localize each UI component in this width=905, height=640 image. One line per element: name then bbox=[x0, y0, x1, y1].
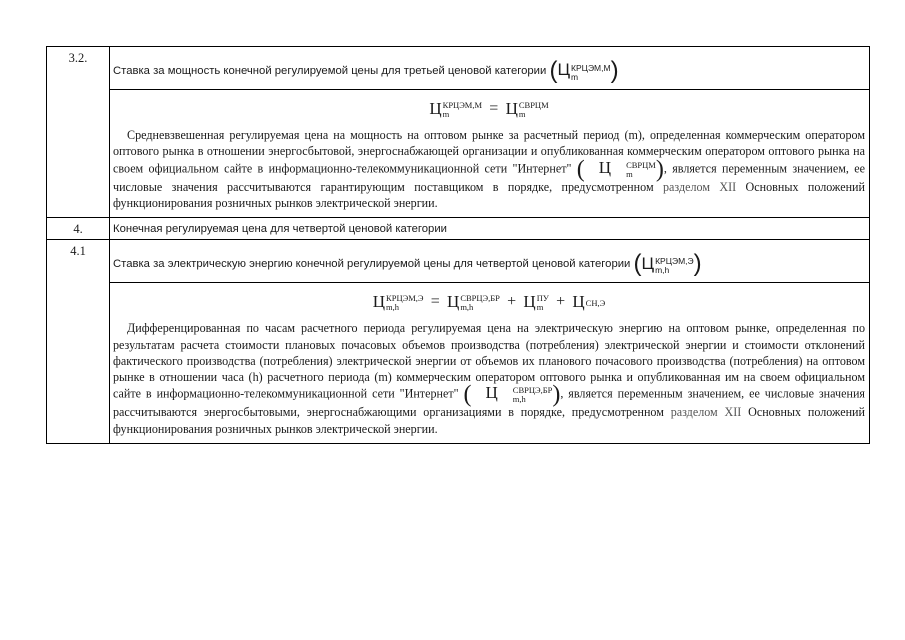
table-row-3-2 bbox=[47, 47, 870, 218]
table-row-4 bbox=[47, 218, 870, 240]
row-label: Ставка за электрическую энергию конечной регулируемой цены для четвертой ценовой категории (Ц КРЦЭМ,Э m,h ) bbox=[110, 240, 869, 283]
row-label: Ставка за мощность конечной регулируемой цены для третьей ценовой категории (Ц КРЦЭМ,М m ) bbox=[110, 47, 869, 90]
row-label-text: Ставка за электрическую энергию конечной регулируемой цены для четвертой ценовой категории bbox=[113, 258, 631, 271]
row-content bbox=[110, 240, 870, 444]
row-content bbox=[110, 218, 870, 240]
description-paragraph: Дифференцированная по часам расчетного периода регулируемая цена на электрическую энергию на оптовом рынке, определенная по результатам расчета стоимости плановых почасовых объемов производства (потребления) электрической энергии и стоимости отклонений фактического производства (потребления) электрической энергии от объемов их планового почасового производства (потребления) на оптовом рынке в отношении часа (h) расчетного периода (m) коммерческим оператором оптового рынка и опубликованная им на своем официальном сайте в информационно-телекоммуникационной сети "Интернет" ( Ц СВРЦЭ,БР m,h ), является переменным значением, ее числовые значения рассчитываются энергосбытовыми, энергоснабжающими организациями в порядке, предусмотренном разделом XII Основных положений функционирования розничных рынков электрической энергии. bbox=[113, 321, 866, 436]
row-number: 4. bbox=[47, 218, 110, 240]
symbol-formula: Ц КРЦЭМ,М m bbox=[557, 60, 611, 82]
symbol-formula: Ц КРЦЭМ,Э m,h bbox=[641, 253, 694, 275]
tariff-document bbox=[46, 46, 870, 444]
row-body bbox=[110, 283, 869, 443]
formula: Ц КРЦЭМ,Э m,h = Ц СВРЦЭ,БР m,h + Ц ПУ m + Ц СН,Э bbox=[372, 292, 606, 313]
section-link[interactable]: разделом XII bbox=[662, 179, 737, 194]
row-label bbox=[110, 218, 869, 239]
formula: Ц КРЦЭМ,М m = Ц СВРЦМ m bbox=[429, 99, 549, 120]
row-label-text: Конечная регулируемая цена для четвертой ценовой категории bbox=[113, 223, 447, 236]
row-label-text: Ставка за мощность конечной регулируемой цены для третьей ценовой категории bbox=[113, 64, 547, 77]
section-link[interactable]: разделом XII bbox=[670, 405, 742, 420]
row-number: 4.1 bbox=[47, 240, 110, 444]
row-content bbox=[110, 47, 870, 218]
row-body bbox=[110, 90, 869, 217]
row-number: 3.2. bbox=[47, 47, 110, 218]
tariff-table bbox=[46, 46, 870, 444]
description-paragraph: Средневзвешенная регулируемая цена на мощность на оптовом рынке за расчетный период (m), определенная коммерческим оператором оптового рынка в отношении энергосбытовой, энергоснабжающей организации и опубликованная коммерческим оператором оптового рынка на своем официальном сайте в информационно-телекоммуникационной сети "Интернет" ( Ц СВРЦМ m ), является переменным значением, ее числовые значения рассчитываются гарантирующим поставщиком в порядке, предусмотренном разделом XII Основных положений функционирования розничных рынков электрической энергии. bbox=[113, 128, 866, 210]
table-row-4-1 bbox=[47, 240, 870, 444]
